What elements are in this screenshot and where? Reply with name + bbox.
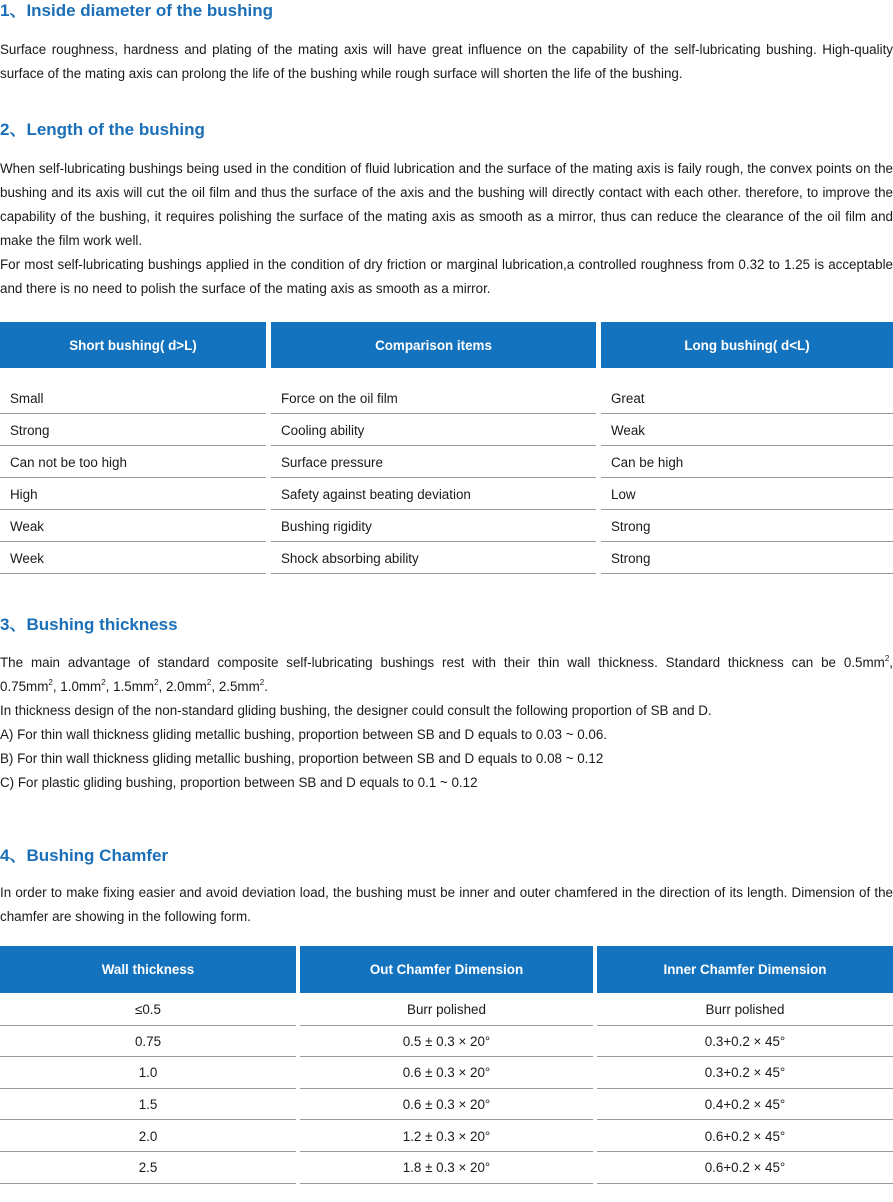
section-4-heading: 4、Bushing Chamfer xyxy=(0,846,169,865)
table-cell: 1.8 ± 0.3 × 20° xyxy=(300,1153,593,1184)
chamfer-dimension-table xyxy=(0,946,893,1185)
table-cell: 2.0 xyxy=(0,1121,296,1152)
section-1-paragraph: Surface roughness, hardness and plating of the mating axis will have great influence on the capability of the self-lubricating bushing. High-quality surface of the mating axis can prolong the life of the bushing while rough surface will shorten the life of the bushing. xyxy=(0,42,893,81)
table-cell: 0.6 ± 0.3 × 20° xyxy=(300,1090,593,1121)
table-cell: ≤0.5 xyxy=(0,995,296,1026)
table-row xyxy=(0,995,893,1027)
thickness-value: 2.0mm xyxy=(165,679,207,694)
table-cell: 0.3+0.2 × 45° xyxy=(597,1058,893,1089)
section-1-heading: 1、Inside diameter of the bushing xyxy=(0,1,273,20)
table-cell: Surface pressure xyxy=(271,447,596,478)
table-cell: Small xyxy=(0,383,266,414)
table-header-row xyxy=(0,946,893,993)
table-row xyxy=(0,479,893,511)
section-3-paragraph-line-1 xyxy=(0,651,893,675)
section-3-item-c: C) For plastic gliding bushing, proportion between SB and D equals to 0.1 ~ 0.12 xyxy=(0,775,478,790)
section-3-item-a: A) For thin wall thickness gliding metallic bushing, proportion between SB and D equals to 0.03 ~ 0.06. xyxy=(0,727,608,742)
table-cell: 0.6 ± 0.3 × 20° xyxy=(300,1058,593,1089)
header-short-bushing: Short bushing( d>L) xyxy=(0,322,266,368)
table-cell: Strong xyxy=(601,543,893,574)
table-cell: Cooling ability xyxy=(271,415,596,446)
thickness-value: 0.75mm xyxy=(0,679,49,694)
header-comparison-items: Comparison items xyxy=(271,322,596,368)
table-cell: 1.0 xyxy=(0,1058,296,1089)
table-cell: Bushing rigidity xyxy=(271,511,596,542)
header-wall-thickness: Wall thickness xyxy=(0,946,296,993)
table-cell: Strong xyxy=(0,415,266,446)
section-2-paragraph-2: For most self-lubricating bushings applied in the condition of dry friction or marginal lubrication,a controlled roughness from 0.32 to 1.25 is acceptable and there is no need to polish the surface of the mating axis as smooth as a mirror. xyxy=(0,257,893,296)
table-cell: 0.3+0.2 × 45° xyxy=(597,1027,893,1058)
table-header-row xyxy=(0,322,893,368)
header-long-bushing: Long bushing( d<L) xyxy=(601,322,893,368)
table-cell: 1.2 ± 0.3 × 20° xyxy=(300,1121,593,1152)
superscript: 2 xyxy=(101,678,106,687)
thickness-value: 2.5mm xyxy=(218,679,260,694)
section-4-paragraph: In order to make fixing easier and avoid deviation load, the bushing must be inner and outer chamfered in the direction of its length. Dimension of the chamfer are showing in the following form. xyxy=(0,885,893,924)
section-2-paragraph-1: When self-lubricating bushings being used in the condition of fluid lubrication and the surface of the mating axis is faily rough, the convex points on the bushing and its axis will cut the oil film and thus the surface of the axis and the bushing will directly contact with each other. therefore, to improve the capability of the bushing, it requires polishing the surface of the mating axis as smooth as a mirror, thus can reduce the clearance of the oil film and make the film work well. xyxy=(0,161,893,248)
text-run: The main advantage of standard composite self-lubricating bushings rest with their thin wall thickness. Standard thickness can be 0.5mm xyxy=(0,655,885,670)
table-cell: Great xyxy=(601,383,893,414)
superscript: 2 xyxy=(884,654,890,663)
section-3-paragraph-line-2: $0.75mm^2$, $1.0mm^2$, $1.5mm^2$, $2.0mm^2$, $2.5mm^2$. xyxy=(0,678,268,694)
table-cell: 1.5 xyxy=(0,1090,296,1121)
table-row xyxy=(0,1121,893,1153)
section-3-item-b: B) For thin wall thickness gliding metallic bushing, proportion between SB and D equals to 0.08 ~ 0.12 xyxy=(0,751,604,766)
table-cell: Can be high xyxy=(601,447,893,478)
superscript: 2 xyxy=(48,678,53,687)
table-cell: 0.75 xyxy=(0,1027,296,1058)
bushing-length-comparison-table xyxy=(0,322,893,575)
table-cell: Weak xyxy=(601,415,893,446)
table-cell: Burr polished xyxy=(597,995,893,1026)
table-cell: Safety against beating deviation xyxy=(271,479,596,510)
section-3-heading: 3、Bushing thickness xyxy=(0,615,178,634)
thickness-value: 1.5mm xyxy=(113,679,155,694)
table-cell: 0.6+0.2 × 45° xyxy=(597,1153,893,1184)
table-cell: Burr polished xyxy=(300,995,593,1026)
table-row xyxy=(0,543,893,575)
table-cell: 0.4+0.2 × 45° xyxy=(597,1090,893,1121)
table-cell: Weak xyxy=(0,511,266,542)
section-3-body xyxy=(0,651,893,795)
table-row xyxy=(0,1027,893,1059)
superscript: 2 xyxy=(154,678,159,687)
table-row xyxy=(0,447,893,479)
table-row xyxy=(0,1058,893,1090)
table-cell: Low xyxy=(601,479,893,510)
superscript: 2 xyxy=(259,678,265,687)
superscript: 2 xyxy=(206,678,212,687)
table-row xyxy=(0,511,893,543)
table-row xyxy=(0,1090,893,1122)
table-cell: 2.5 xyxy=(0,1153,296,1184)
text-run: , xyxy=(889,655,893,670)
header-inner-chamfer: Inner Chamfer Dimension xyxy=(597,946,893,993)
header-out-chamfer: Out Chamfer Dimension xyxy=(300,946,593,993)
table-row xyxy=(0,383,893,415)
thickness-value: 1.0mm xyxy=(60,679,102,694)
section-2-heading: 2、Length of the bushing xyxy=(0,120,205,139)
table-cell: 0.5 ± 0.3 × 20° xyxy=(300,1027,593,1058)
table-cell: Shock absorbing ability xyxy=(271,543,596,574)
table-row xyxy=(0,1153,893,1185)
table-cell: High xyxy=(0,479,266,510)
table-cell: Force on the oil film xyxy=(271,383,596,414)
table-cell: Strong xyxy=(601,511,893,542)
table-cell: Can not be too high xyxy=(0,447,266,478)
section-3-design-line: In thickness design of the non-standard gliding bushing, the designer could consult the following proportion of SB and D. xyxy=(0,703,712,718)
table-row xyxy=(0,415,893,447)
table-cell: Week xyxy=(0,543,266,574)
table-cell: 0.6+0.2 × 45° xyxy=(597,1121,893,1152)
